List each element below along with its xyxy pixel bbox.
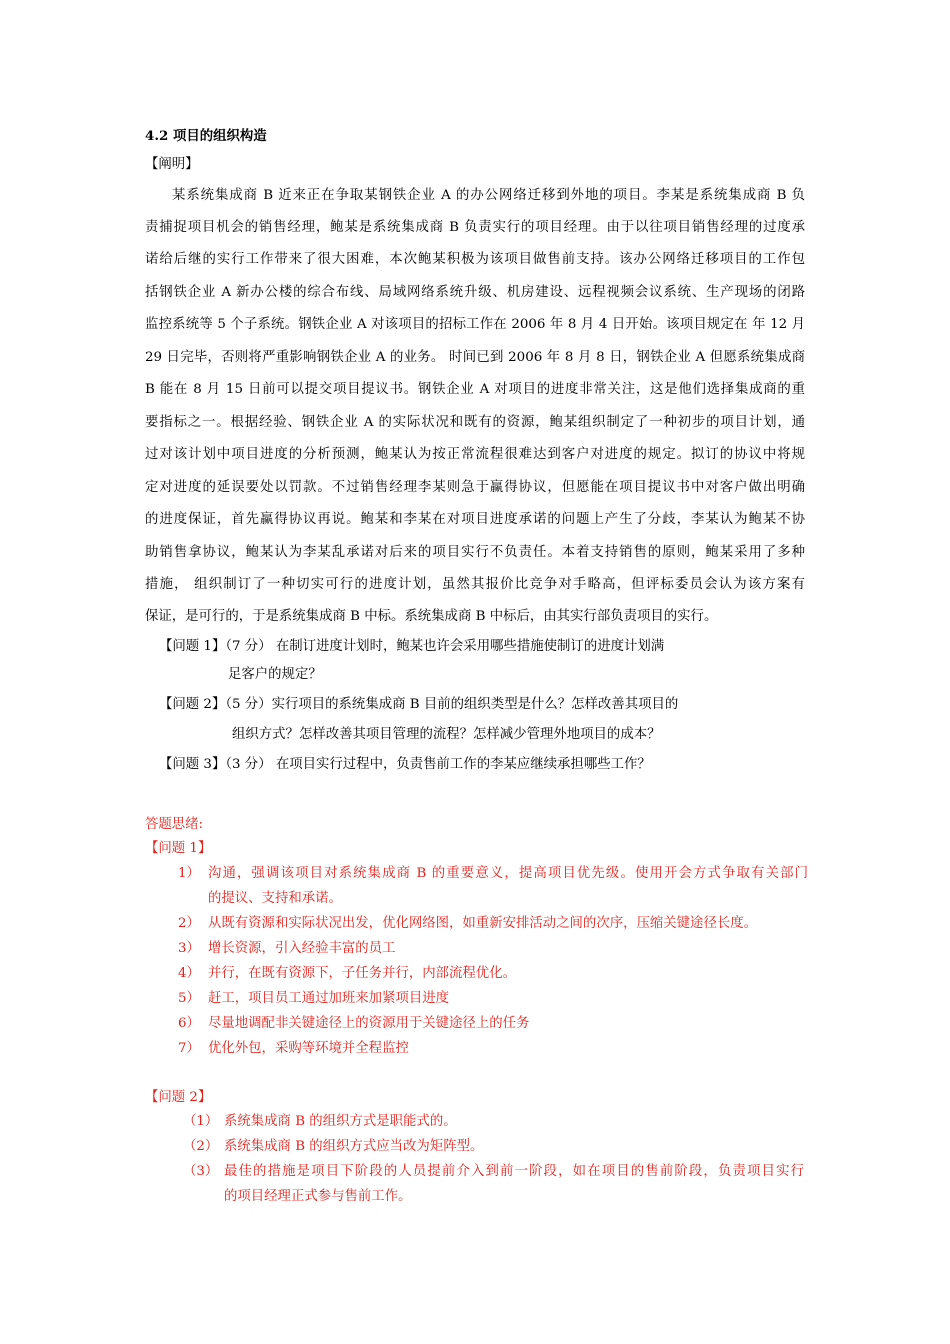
answer-q2-item-2-line-1: 系统集成商 B 的组织方式应当改为矩阵型。 [224,1139,484,1154]
answer-q1-item-7-num: 7） [178,1041,200,1056]
answer-q2-item-1-num: （1） [183,1114,219,1129]
answer-q2-item-3-num: （3） [183,1164,219,1179]
case-line-14: 保证，是可行的，于是系统集成商 B 中标。系统集成商 B 中标后，由其实行部负责项目的实行。 [145,609,718,624]
case-line-5: 监控系统等 5 个子系统。钢铁企业 A 对该项目的招标工作在 2006 年 8 月 4 日开始。该项目规定在 年 12 月 [145,317,805,332]
case-line-13: 措施， 组织制订了一种切实可行的进度计划，虽然其报价比竞争对手略高，但评标委员会认为该方案有 [145,577,805,592]
answer-q2-label: 【问题 2】 [145,1090,212,1105]
answer-q1-item-4-num: 4） [178,966,200,981]
case-line-2: 责捕捉项目机会的销售经理，鲍某是系统集成商 B 负责实行的项目经理。由于以往项目销售经理的过度承 [145,220,805,235]
case-line-10: 定对进度的延误要处以罚款。不过销售经理李某则急于赢得协议，但愿能在项目提议书中对客户做出明确 [145,480,805,495]
answer-q2-item-3-line-1: 最佳的措施是项目下阶段的人员提前介入到前一阶段，如在项目的售前阶段，负责项目实行 [224,1164,804,1179]
answer-q1-item-3-line-1: 增长资源，引入经验丰富的员工 [208,941,396,956]
question-1-line-2: 足客户的规定？ [228,667,322,682]
question-2-line-1: 【问题 2】（5 分）实行项目的系统集成商 B 目前的组织类型是什么？怎样改善其项目的 [159,697,679,712]
answer-q1-item-6-line-1: 尽量地调配非关键途径上的资源用于关键途径上的任务 [208,1016,530,1031]
answer-q2-item-2-num: （2） [183,1139,219,1154]
answer-q1-item-4-line-1: 并行，在既有资源下，子任务并行，内部流程优化。 [208,966,516,981]
case-line-1: 某系统集成商 B 近来正在争取某钢铁企业 A 的办公网络迁移到外地的项目。李某是系统集成商 B 负 [172,188,805,203]
section-title: 4.2 项目的组织构造 [145,128,267,144]
explanation-label: 【阐明】 [145,157,199,172]
case-line-11: 的进度保证，首先赢得协议再说。鲍某和李某在对项目进度承诺的问题上产生了分歧，李某认为鲍某不协 [145,512,805,527]
answer-q1-item-5-line-1: 赶工，项目员工通过加班来加紧项目进度 [208,991,450,1006]
answer-q1-item-2-line-1: 从既有资源和实际状况出发，优化网络图，如重新安排活动之间的次序，压缩关键途径长度。 [208,916,758,931]
case-line-4: 括钢铁企业 A 新办公楼的综合布线、局域网络系统升级、机房建设、远程视频会议系统、生产现场的闭路 [145,285,805,300]
answer-q1-item-5-num: 5） [178,991,200,1006]
answer-q2-item-1-line-1: 系统集成商 B 的组织方式是职能式的。 [224,1114,457,1129]
question-1-line-1: 【问题 1】（7 分） 在制订进度计划时，鲍某也许会采用哪些措施使制订的进度计划满 [159,639,665,654]
answer-label: 答题思绪: [145,817,204,832]
case-line-8: 要指标之一。根据经验、钢铁企业 A 的实际状况和既有的资源，鲍某组织制定了一种初步的项目计划，通 [145,415,805,430]
case-line-12: 助销售拿协议，鲍某认为李某乱承诺对后来的项目实行不负责任。本着支持销售的原则，鲍某采用了多种 [145,545,805,560]
answer-q1-item-1-line-2: 的提议、支持和承诺。 [208,891,342,906]
answer-q1-item-2-num: 2） [178,916,200,931]
case-line-7: B 能在 8 月 15 日前可以提交项目提议书。钢铁企业 A 对项目的进度非常关注，这是他们选择集成商的重 [145,382,805,397]
answer-q1-label: 【问题 1】 [145,841,212,856]
answer-q1-item-1-line-1: 沟通，强调该项目对系统集成商 B 的重要意义，提高项目优先级。使用开会方式争取有关部门 [208,866,808,881]
case-line-3: 诺给后继的实行工作带来了很大困难，本次鲍某积极为该项目做售前支持。该办公网络迁移项目的工作包 [145,252,805,267]
answer-q1-item-3-num: 3） [178,941,200,956]
case-line-9: 过对该计划中项目进度的分析预测，鲍某认为按正常流程很难达到客户对进度的规定。拟订的协议中将规 [145,447,805,462]
answer-q1-item-7-line-1: 优化外包，采购等环境并全程监控 [208,1041,409,1056]
case-line-6: 29 日完毕，否则将严重影响钢铁企业 A 的业务。 时间已到 2006 年 8 月 8 日，钢铁企业 A 但愿系统集成商 [145,350,805,365]
question-2-line-2: 组织方式？怎样改善其项目管理的流程？怎样减少管理外地项目的成本？ [232,727,661,742]
answer-q1-item-6-num: 6） [178,1016,200,1031]
answer-q2-item-3-line-2: 的项目经理正式参与售前工作。 [224,1189,412,1204]
answer-q1-item-1-num: 1） [178,866,200,881]
question-3-line-1: 【问题 3】（3 分） 在项目实行过程中，负责售前工作的李某应继续承担哪些工作？ [159,757,651,772]
